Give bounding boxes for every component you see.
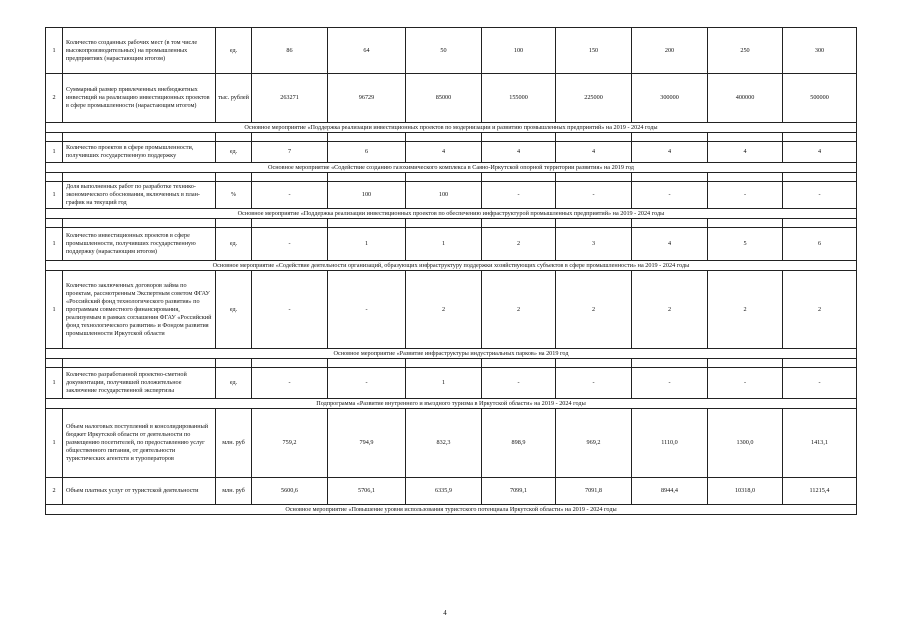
- empty-cell: [328, 133, 406, 142]
- value-cell: 4: [783, 142, 857, 163]
- empty-cell: [482, 133, 556, 142]
- empty-cell: [632, 133, 708, 142]
- table-row: [46, 182, 857, 209]
- empty-cell: [708, 219, 783, 228]
- empty-cell: [63, 133, 216, 142]
- empty-cell: [252, 133, 328, 142]
- value-cell: -: [708, 368, 783, 399]
- value-cell: -: [252, 182, 328, 209]
- value-cell: 300000: [632, 74, 708, 123]
- value-cell: -: [783, 182, 857, 209]
- empty-cell: [216, 359, 252, 368]
- value-cell: 2: [783, 271, 857, 349]
- value-cell: 2: [708, 271, 783, 349]
- empty-cell: [783, 359, 857, 368]
- row-number: 1: [46, 368, 63, 399]
- table-row: [46, 28, 857, 74]
- unit-cell: ед.: [216, 28, 252, 74]
- section-header-row: [46, 349, 857, 359]
- empty-cell: [63, 173, 216, 182]
- value-cell: 200: [632, 28, 708, 74]
- value-cell: 500000: [783, 74, 857, 123]
- section-title: Основное мероприятие «Поддержка реализации инвестиционных проектов по обеспечению инфраструктурой промышленных предприятий» на 2019 - 2024 годы: [46, 209, 857, 219]
- value-cell: 300: [783, 28, 857, 74]
- table-body: [46, 28, 857, 515]
- empty-cell: [328, 219, 406, 228]
- value-cell: 8944,4: [632, 478, 708, 505]
- indicator-name: Доля выполненных работ по разработке технико-экономического обоснования, включенных в план-график на текущий год: [63, 182, 216, 209]
- value-cell: -: [708, 182, 783, 209]
- value-cell: 1: [406, 368, 482, 399]
- value-cell: 4: [556, 142, 632, 163]
- empty-cell: [252, 219, 328, 228]
- table-row: [46, 142, 857, 163]
- empty-cell: [216, 173, 252, 182]
- value-cell: 7099,1: [482, 478, 556, 505]
- section-title: Подпрограмма «Развитие внутреннего и въездного туризма в Иркутской области» на 2019 - 2024 годы: [46, 399, 857, 409]
- value-cell: 5: [708, 228, 783, 261]
- indicator-name: Количество разработанной проектно-сметной документации, получившей положительное заключение государственной экспертизы: [63, 368, 216, 399]
- value-cell: 86: [252, 28, 328, 74]
- value-cell: 7091,8: [556, 478, 632, 505]
- section-header-row: [46, 261, 857, 271]
- value-cell: 250: [708, 28, 783, 74]
- value-cell: -: [328, 368, 406, 399]
- section-title: Основное мероприятие «Повышение уровня использования туристского потенциала Иркутской области» на 2019 - 2024 годы: [46, 505, 857, 515]
- value-cell: -: [482, 368, 556, 399]
- section-header-row: [46, 123, 857, 133]
- value-cell: -: [632, 182, 708, 209]
- value-cell: -: [482, 182, 556, 209]
- section-header-row: [46, 209, 857, 219]
- value-cell: 2: [482, 271, 556, 349]
- value-cell: -: [556, 368, 632, 399]
- indicator-name: Количество заключенных договоров займа по проектам, рассмотренным Экспертным советом ФГАУ «Российский фонд технологического развития» по программам совместного финансирования, реализуемым в рамках соглашения ФГАУ «Российский фонд технологического развития» и Фондом развития промышленности Иркутской области: [63, 271, 216, 349]
- empty-cell: [783, 219, 857, 228]
- value-cell: -: [328, 271, 406, 349]
- section-title: Основное мероприятие «Развитие инфраструктуры индустриальных парков» на 2019 год: [46, 349, 857, 359]
- empty-cell: [556, 173, 632, 182]
- table-row: [46, 228, 857, 261]
- table-row: [46, 74, 857, 123]
- empty-cell: [708, 359, 783, 368]
- value-cell: 85000: [406, 74, 482, 123]
- row-number: 1: [46, 28, 63, 74]
- unit-cell: млн. руб: [216, 409, 252, 478]
- value-cell: 64: [328, 28, 406, 74]
- empty-cell: [46, 359, 63, 368]
- empty-cell: [708, 133, 783, 142]
- empty-cell: [63, 359, 216, 368]
- value-cell: -: [632, 368, 708, 399]
- value-cell: 2: [556, 271, 632, 349]
- value-cell: 794,9: [328, 409, 406, 478]
- row-number: 2: [46, 478, 63, 505]
- value-cell: 6: [783, 228, 857, 261]
- empty-cell: [556, 133, 632, 142]
- value-cell: 898,9: [482, 409, 556, 478]
- value-cell: 4: [632, 228, 708, 261]
- unit-cell: млн. руб: [216, 478, 252, 505]
- value-cell: 225000: [556, 74, 632, 123]
- empty-cell: [46, 173, 63, 182]
- empty-cell: [556, 219, 632, 228]
- empty-cell: [482, 173, 556, 182]
- value-cell: 50: [406, 28, 482, 74]
- value-cell: -: [252, 271, 328, 349]
- empty-cell: [482, 219, 556, 228]
- value-cell: 155000: [482, 74, 556, 123]
- indicators-table: [45, 27, 857, 515]
- indicator-name: Количество инвестиционных проектов в сфере промышленности, получивших государственную поддержку (нарастающим итогом): [63, 228, 216, 261]
- empty-cell: [632, 219, 708, 228]
- empty-cell: [328, 359, 406, 368]
- value-cell: 3: [556, 228, 632, 261]
- empty-cell: [63, 219, 216, 228]
- value-cell: -: [252, 368, 328, 399]
- unit-cell: тыс. рублей: [216, 74, 252, 123]
- unit-cell: ед.: [216, 142, 252, 163]
- unit-cell: ед.: [216, 368, 252, 399]
- indicator-name: Объем налоговых поступлений в консолидированный бюджет Иркутской области от деятельности по размещению посетителей, по предоставлению услуг общественного питания, от деятельности туристических агентств и туроператоров: [63, 409, 216, 478]
- page-number: 4: [443, 609, 447, 617]
- value-cell: 263271: [252, 74, 328, 123]
- section-title: Основное мероприятие «Содействие созданию газохимического комплекса в Саяно-Иркутской опорной территории развития» на 2019 год: [46, 163, 857, 173]
- empty-cell: [482, 359, 556, 368]
- value-cell: 6335,9: [406, 478, 482, 505]
- value-cell: 100: [328, 182, 406, 209]
- value-cell: 100: [482, 28, 556, 74]
- value-cell: 832,3: [406, 409, 482, 478]
- value-cell: 4: [632, 142, 708, 163]
- value-cell: 11215,4: [783, 478, 857, 505]
- unit-cell: ед.: [216, 271, 252, 349]
- empty-cell: [46, 219, 63, 228]
- row-number: 1: [46, 182, 63, 209]
- value-cell: 969,2: [556, 409, 632, 478]
- value-cell: 10318,0: [708, 478, 783, 505]
- section-header-row: [46, 505, 857, 515]
- table-row: [46, 409, 857, 478]
- value-cell: -: [252, 228, 328, 261]
- row-number: 1: [46, 228, 63, 261]
- empty-cell: [216, 219, 252, 228]
- empty-cell: [406, 173, 482, 182]
- empty-cell: [252, 359, 328, 368]
- indicator-name: Суммарный размер привлеченных внебюджетных инвестиций на реализацию инвестиционных проектов в сфере промышленности (нарастающим итогом): [63, 74, 216, 123]
- value-cell: 1: [406, 228, 482, 261]
- value-cell: 4: [406, 142, 482, 163]
- spacer-row: [46, 359, 857, 368]
- value-cell: -: [783, 368, 857, 399]
- indicator-name: Объем платных услуг от туристской деятельности: [63, 478, 216, 505]
- value-cell: 1: [328, 228, 406, 261]
- unit-cell: %: [216, 182, 252, 209]
- table-row: [46, 478, 857, 505]
- empty-cell: [556, 359, 632, 368]
- value-cell: 1110,0: [632, 409, 708, 478]
- value-cell: 1413,1: [783, 409, 857, 478]
- empty-cell: [46, 133, 63, 142]
- value-cell: 1300,0: [708, 409, 783, 478]
- empty-cell: [406, 219, 482, 228]
- section-header-row: [46, 163, 857, 173]
- value-cell: 150: [556, 28, 632, 74]
- value-cell: 2: [482, 228, 556, 261]
- value-cell: 96729: [328, 74, 406, 123]
- value-cell: 2: [406, 271, 482, 349]
- row-number: 1: [46, 271, 63, 349]
- value-cell: 5600,6: [252, 478, 328, 505]
- spacer-row: [46, 173, 857, 182]
- empty-cell: [328, 173, 406, 182]
- spacer-row: [46, 133, 857, 142]
- empty-cell: [406, 133, 482, 142]
- empty-cell: [252, 173, 328, 182]
- indicator-name: Количество проектов в сфере промышленности, получивших государственную поддержку: [63, 142, 216, 163]
- row-number: 1: [46, 142, 63, 163]
- empty-cell: [216, 133, 252, 142]
- value-cell: 4: [482, 142, 556, 163]
- value-cell: -: [556, 182, 632, 209]
- value-cell: 6: [328, 142, 406, 163]
- value-cell: 400000: [708, 74, 783, 123]
- value-cell: 4: [708, 142, 783, 163]
- table-row: [46, 368, 857, 399]
- section-title: Основное мероприятие «Содействие деятельности организаций, образующих инфраструктуру поддержки хозяйствующих субъектов в сфере промышленности» на 2019 - 2024 годы: [46, 261, 857, 271]
- empty-cell: [406, 359, 482, 368]
- section-title: Основное мероприятие «Поддержка реализации инвестиционных проектов по модернизации и развитию промышленных предприятий» на 2019 - 2024 годы: [46, 123, 857, 133]
- spacer-row: [46, 219, 857, 228]
- section-header-row: [46, 399, 857, 409]
- empty-cell: [783, 133, 857, 142]
- value-cell: 7: [252, 142, 328, 163]
- value-cell: 2: [632, 271, 708, 349]
- empty-cell: [708, 173, 783, 182]
- value-cell: 759,2: [252, 409, 328, 478]
- value-cell: 5706,1: [328, 478, 406, 505]
- unit-cell: ед.: [216, 228, 252, 261]
- indicator-name: Количество созданных рабочих мест (в том числе высокопроизводительных) на промышленных предприятиях (нарастающим итогом): [63, 28, 216, 74]
- value-cell: 100: [406, 182, 482, 209]
- table-row: [46, 271, 857, 349]
- row-number: 2: [46, 74, 63, 123]
- empty-cell: [632, 173, 708, 182]
- empty-cell: [783, 173, 857, 182]
- empty-cell: [632, 359, 708, 368]
- row-number: 1: [46, 409, 63, 478]
